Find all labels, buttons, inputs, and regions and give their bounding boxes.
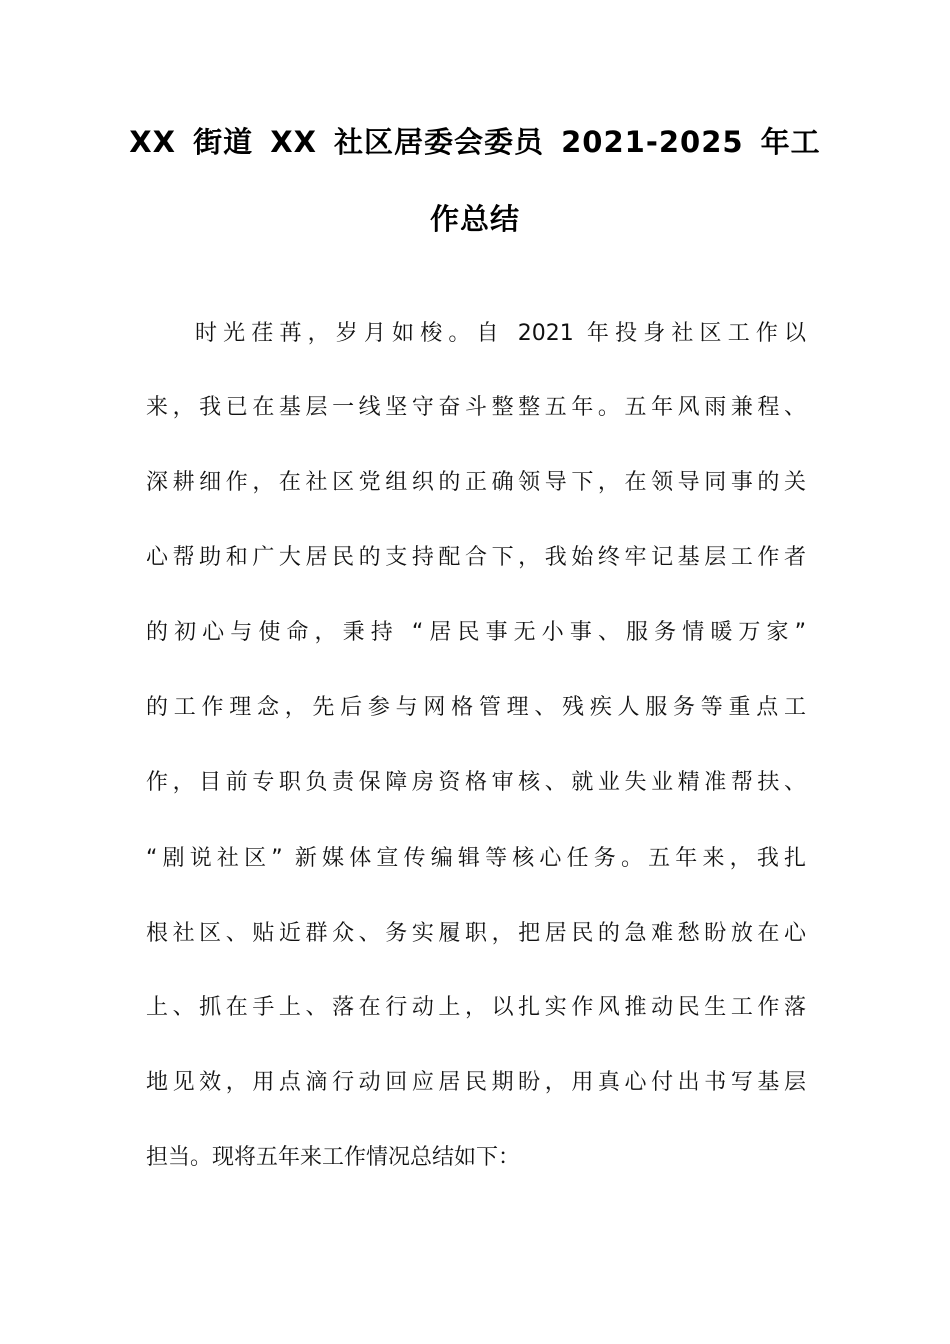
paragraph-line: 来，我已在基层一线坚守奋斗整整五年。五年风雨兼程、 [146, 395, 806, 420]
paragraph-line: 的初心与使命，秉持 “居民事无小事、服务情暖万家” [146, 620, 806, 645]
paragraph-line: 作，目前专职负责保障房资格审核、就业失业精准帮扶、 [146, 770, 806, 795]
paragraph-line: 时光荏苒，岁月如梭。自 2021 年投身社区工作以 [195, 321, 806, 346]
paragraph-line: 上、抓在手上、落在行动上，以扎实作风推动民生工作落 [146, 995, 806, 1020]
paragraph-line: 心帮助和广大居民的支持配合下，我始终牢记基层工作者 [146, 545, 806, 570]
document-title-line-2: 作总结 [429, 202, 520, 236]
document-title-line-1: XX 街道 XX 社区居委会委员 2021-2025 年工 [129, 125, 821, 159]
paragraph-line: “剧说社区” 新媒体宣传编辑等核心任务。五年来，我扎 [146, 846, 806, 871]
paragraph-line: 地见效，用点滴行动回应居民期盼，用真心付出书写基层 [146, 1070, 806, 1095]
paragraph-line-last: 担当。现将五年来工作情况总结如下： [146, 1145, 521, 1170]
paragraph-line: 的工作理念，先后参与网格管理、残疾人服务等重点工 [146, 695, 806, 720]
paragraph-line: 根社区、贴近群众、务实履职，把居民的急难愁盼放在心 [146, 921, 806, 946]
paragraph-line: 深耕细作，在社区党组织的正确领导下，在领导同事的关 [146, 470, 806, 495]
